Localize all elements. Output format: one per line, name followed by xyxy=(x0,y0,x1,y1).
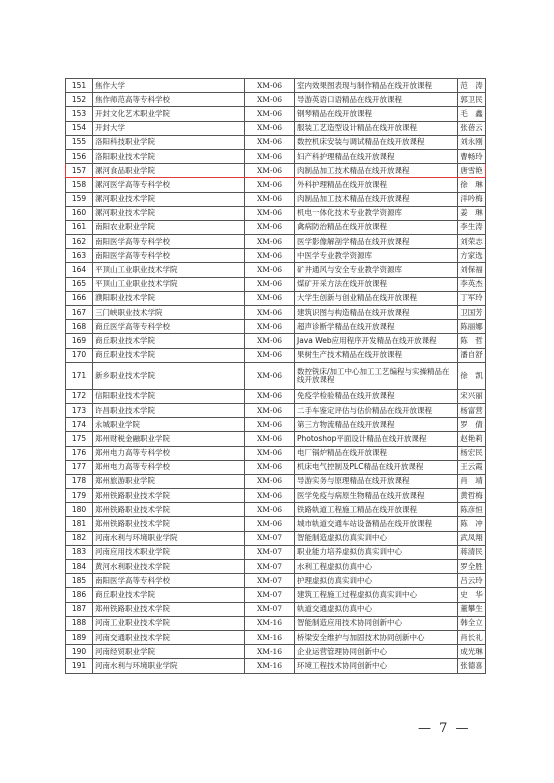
person-in-charge-cell: 张德喜 xyxy=(458,659,486,673)
project-name-cell: 轨道交通虚拟仿真中心 xyxy=(295,602,458,616)
project-name-cell: 环境工程技术协同创新中心 xyxy=(295,659,458,673)
person-in-charge-cell: 姜 琳 xyxy=(458,206,486,220)
project-name-cell: 室内效果图表现与制作精品在线开放课程 xyxy=(295,79,458,93)
school-name-cell: 河南工业职业技术学院 xyxy=(93,616,245,630)
category-code-cell: XM-06 xyxy=(245,489,295,503)
project-name-cell: 城市轨道交通车站设备精品在线开放课程 xyxy=(295,517,458,531)
school-name-cell: 许昌职业技术学院 xyxy=(93,403,245,417)
table-row-highlighted xyxy=(66,164,486,178)
row-number-cell: 159 xyxy=(66,192,93,206)
row-number-cell: 153 xyxy=(66,107,93,121)
project-name-cell: 铁路轨道工程施工精品在线开放课程 xyxy=(295,503,458,517)
row-number-cell: 172 xyxy=(66,389,93,403)
person-in-charge-cell: 杨富营 xyxy=(458,403,486,417)
project-name-cell: 妇产科护理精品在线开放课程 xyxy=(295,149,458,163)
row-number-cell: 174 xyxy=(66,418,93,432)
category-code-cell: XM-07 xyxy=(245,545,295,559)
row-number-cell: 183 xyxy=(66,545,93,559)
table-row xyxy=(66,277,486,291)
person-in-charge-cell: 丁军玲 xyxy=(458,291,486,305)
table-row xyxy=(66,320,486,334)
school-name-cell: 黄河水利职业技术学院 xyxy=(93,560,245,574)
row-number-cell: 179 xyxy=(66,489,93,503)
row-number-cell: 168 xyxy=(66,320,93,334)
category-code-cell: XM-06 xyxy=(245,460,295,474)
row-number-cell: 154 xyxy=(66,121,93,135)
school-name-cell: 郑州财税金融职业学院 xyxy=(93,432,245,446)
school-name-cell: 郑州电力高等专科学校 xyxy=(93,446,245,460)
person-in-charge-cell: 蒋清民 xyxy=(458,545,486,559)
school-name-cell: 郑州铁路职业技术学院 xyxy=(93,503,245,517)
row-number-cell: 188 xyxy=(66,616,93,630)
school-name-cell: 郑州铁路职业技术学院 xyxy=(93,489,245,503)
table-row xyxy=(66,474,486,488)
project-name-cell: 肉制品加工技术精品在线开放课程 xyxy=(295,164,458,178)
person-in-charge-cell: 史 华 xyxy=(458,588,486,602)
row-number-cell: 191 xyxy=(66,659,93,673)
table-row xyxy=(66,93,486,107)
page-number: — 7 — xyxy=(418,721,471,736)
table-row xyxy=(66,517,486,531)
project-name-cell: 数控铣床/加工中心加工工艺编程与实操精品在线开放课程 xyxy=(295,362,458,389)
category-code-cell: XM-07 xyxy=(245,588,295,602)
row-number-cell: 182 xyxy=(66,531,93,545)
project-name-cell: 导游实务与原理精品在线开放课程 xyxy=(295,474,458,488)
row-number-cell: 177 xyxy=(66,460,93,474)
table-row xyxy=(66,503,486,517)
table-row xyxy=(66,602,486,616)
person-in-charge-cell: 陈丽娜 xyxy=(458,320,486,334)
table-row xyxy=(66,149,486,163)
project-name-cell: 智能制造虚拟仿真实训中心 xyxy=(295,531,458,545)
school-name-cell: 郑州电力高等专科学校 xyxy=(93,460,245,474)
category-code-cell: XM-06 xyxy=(245,164,295,178)
table-row xyxy=(66,206,486,220)
person-in-charge-cell: 武凤翔 xyxy=(458,531,486,545)
category-code-cell: XM-06 xyxy=(245,389,295,403)
table-row xyxy=(66,235,486,249)
category-code-cell: XM-06 xyxy=(245,474,295,488)
table-row xyxy=(66,531,486,545)
category-code-cell: XM-06 xyxy=(245,121,295,135)
project-name-cell: Photoshop平面设计精品在线开放课程 xyxy=(295,432,458,446)
school-name-cell: 焦作师范高等专科学校 xyxy=(93,93,245,107)
project-name-cell: 水利工程虚拟仿真中心 xyxy=(295,560,458,574)
project-name-cell: 桥梁安全维护与加固技术协同创新中心 xyxy=(295,630,458,644)
project-name-cell: 机床电气控制及PLC精品在线开放课程 xyxy=(295,460,458,474)
row-number-cell: 152 xyxy=(66,93,93,107)
project-name-cell: 智能制造应用技术协同创新中心 xyxy=(295,616,458,630)
school-name-cell: 南阳医学高等专科学校 xyxy=(93,249,245,263)
person-in-charge-cell: 张蓓云 xyxy=(458,121,486,135)
person-in-charge-cell: 徐 凯 xyxy=(458,362,486,389)
table-row xyxy=(66,348,486,362)
category-code-cell: XM-06 xyxy=(245,362,295,389)
school-name-cell: 平顶山工业职业技术学院 xyxy=(93,277,245,291)
school-name-cell: 河南应用技术职业学院 xyxy=(93,545,245,559)
school-name-cell: 河南交通职业技术学院 xyxy=(93,630,245,644)
school-name-cell: 商丘职业技术学院 xyxy=(93,334,245,348)
school-name-cell: 漯河医学高等专科学校 xyxy=(93,178,245,192)
project-name-cell: 机电一体化技术专业教学资源库 xyxy=(295,206,458,220)
table-row xyxy=(66,220,486,234)
table-row xyxy=(66,418,486,432)
project-name-cell: 钢琴精品在线开放课程 xyxy=(295,107,458,121)
table-body xyxy=(66,79,486,674)
category-code-cell: XM-06 xyxy=(245,107,295,121)
school-name-cell: 商丘医学高等专科学校 xyxy=(93,320,245,334)
table-row xyxy=(66,645,486,659)
category-code-cell: XM-06 xyxy=(245,192,295,206)
row-number-cell: 162 xyxy=(66,235,93,249)
row-number-cell: 186 xyxy=(66,588,93,602)
school-name-cell: 洛阳职业技术学院 xyxy=(93,149,245,163)
project-name-cell: 肉制品加工技术精品在线开放课程 xyxy=(295,192,458,206)
category-code-cell: XM-06 xyxy=(245,418,295,432)
school-name-cell: 河南水利与环境职业学院 xyxy=(93,659,245,673)
category-code-cell: XM-07 xyxy=(245,574,295,588)
table-row xyxy=(66,306,486,320)
table-row xyxy=(66,432,486,446)
row-number-cell: 166 xyxy=(66,291,93,305)
project-name-cell: 大学生创新与创业精品在线开放课程 xyxy=(295,291,458,305)
row-number-cell: 176 xyxy=(66,446,93,460)
table-row xyxy=(66,616,486,630)
table-row xyxy=(66,574,486,588)
school-name-cell: 新乡职业技术学院 xyxy=(93,362,245,389)
person-in-charge-cell: 方家选 xyxy=(458,249,486,263)
person-in-charge-cell: 潘自舒 xyxy=(458,348,486,362)
person-in-charge-cell: 唐雪艳 xyxy=(458,164,486,178)
category-code-cell: XM-16 xyxy=(245,659,295,673)
category-code-cell: XM-06 xyxy=(245,135,295,149)
person-in-charge-cell: 李生涛 xyxy=(458,220,486,234)
project-name-cell: 医学免疫与病原生物精品在线开放课程 xyxy=(295,489,458,503)
category-code-cell: XM-06 xyxy=(245,149,295,163)
person-in-charge-cell: 刘永刚 xyxy=(458,135,486,149)
project-list-table xyxy=(65,78,486,674)
row-number-cell: 180 xyxy=(66,503,93,517)
person-in-charge-cell: 李英杰 xyxy=(458,277,486,291)
school-name-cell: 南阳医学高等专科学校 xyxy=(93,574,245,588)
project-name-cell: 建筑识图与构造精品在线开放课程 xyxy=(295,306,458,320)
person-in-charge-cell: 肖 靖 xyxy=(458,474,486,488)
table-row xyxy=(66,107,486,121)
project-name-cell: 煤矿开采方法在线开放课程 xyxy=(295,277,458,291)
person-in-charge-cell: 陈 冲 xyxy=(458,517,486,531)
project-name-cell: 禽病防治精品在线开放课程 xyxy=(295,220,458,234)
person-in-charge-cell: 范 涛 xyxy=(458,79,486,93)
row-number-cell: 156 xyxy=(66,149,93,163)
project-name-cell: 服装工艺造型设计精品在线开放课程 xyxy=(295,121,458,135)
row-number-cell: 190 xyxy=(66,645,93,659)
category-code-cell: XM-07 xyxy=(245,531,295,545)
row-number-cell: 161 xyxy=(66,220,93,234)
school-name-cell: 商丘职业技术学院 xyxy=(93,588,245,602)
row-number-cell: 187 xyxy=(66,602,93,616)
row-number-cell: 173 xyxy=(66,403,93,417)
category-code-cell: XM-06 xyxy=(245,206,295,220)
school-name-cell: 郑州铁路职业技术学院 xyxy=(93,602,245,616)
school-name-cell: 河南水利与环境职业学院 xyxy=(93,531,245,545)
project-name-cell: 外科护理精品在线开放课程 xyxy=(295,178,458,192)
project-name-cell: 导游英语口语精品在线开放课程 xyxy=(295,93,458,107)
category-code-cell: XM-06 xyxy=(245,220,295,234)
table-row xyxy=(66,249,486,263)
school-name-cell: 焦作大学 xyxy=(93,79,245,93)
person-in-charge-cell: 毛 鑫 xyxy=(458,107,486,121)
category-code-cell: XM-07 xyxy=(245,560,295,574)
school-name-cell: 濮阳职业技术学院 xyxy=(93,291,245,305)
table-row xyxy=(66,121,486,135)
project-name-cell: 二手车鉴定评估与估价精品在线开放课程 xyxy=(295,403,458,417)
category-code-cell: XM-06 xyxy=(245,517,295,531)
person-in-charge-cell: 王云霞 xyxy=(458,460,486,474)
table-row xyxy=(66,588,486,602)
school-name-cell: 郑州铁路职业技术学院 xyxy=(93,517,245,531)
school-name-cell: 洛阳科技职业学院 xyxy=(93,135,245,149)
row-number-cell: 171 xyxy=(66,362,93,389)
school-name-cell: 漯河职业技术学院 xyxy=(93,192,245,206)
table-row xyxy=(66,560,486,574)
project-name-cell: 企业运营管理协同创新中心 xyxy=(295,645,458,659)
project-name-cell: 免疫学检验精品在线开放课程 xyxy=(295,389,458,403)
table-row xyxy=(66,135,486,149)
project-name-cell: 数控机床安装与调试精品在线开放课程 xyxy=(295,135,458,149)
school-name-cell: 永城职业学院 xyxy=(93,418,245,432)
person-in-charge-cell: 韩全立 xyxy=(458,616,486,630)
table-row xyxy=(66,362,486,389)
row-number-cell: 189 xyxy=(66,630,93,644)
school-name-cell: 商丘职业技术学院 xyxy=(93,348,245,362)
school-name-cell: 漯河职业技术学院 xyxy=(93,206,245,220)
school-name-cell: 郑州旅游职业学院 xyxy=(93,474,245,488)
project-name-cell: 果树生产技术精品在线开放课程 xyxy=(295,348,458,362)
person-in-charge-cell: 吕云玲 xyxy=(458,574,486,588)
person-in-charge-cell: 赵艳莉 xyxy=(458,432,486,446)
school-name-cell: 开封大学 xyxy=(93,121,245,135)
table-row xyxy=(66,389,486,403)
category-code-cell: XM-06 xyxy=(245,249,295,263)
person-in-charge-cell: 陈 哲 xyxy=(458,334,486,348)
category-code-cell: XM-06 xyxy=(245,277,295,291)
project-name-cell: 护理虚拟仿真实训中心 xyxy=(295,574,458,588)
category-code-cell: XM-06 xyxy=(245,93,295,107)
school-name-cell: 平顶山工业职业技术学院 xyxy=(93,263,245,277)
row-number-cell: 160 xyxy=(66,206,93,220)
project-name-cell: 矿井通风与安全专业教学资源库 xyxy=(295,263,458,277)
project-name-cell: 中医学专业教学资源库 xyxy=(295,249,458,263)
category-code-cell: XM-16 xyxy=(245,645,295,659)
row-number-cell: 157 xyxy=(66,164,93,178)
category-code-cell: XM-06 xyxy=(245,403,295,417)
table-row xyxy=(66,630,486,644)
table-row xyxy=(66,403,486,417)
project-name-cell: 医学影像解剖学精品在线开放课程 xyxy=(295,235,458,249)
category-code-cell: XM-06 xyxy=(245,348,295,362)
row-number-cell: 175 xyxy=(66,432,93,446)
person-in-charge-cell: 郭卫民 xyxy=(458,93,486,107)
row-number-cell: 167 xyxy=(66,306,93,320)
row-number-cell: 178 xyxy=(66,474,93,488)
table-row xyxy=(66,446,486,460)
school-name-cell: 三门峡职业技术学院 xyxy=(93,306,245,320)
row-number-cell: 165 xyxy=(66,277,93,291)
person-in-charge-cell: 肖长礼 xyxy=(458,630,486,644)
category-code-cell: XM-06 xyxy=(245,306,295,320)
table-row xyxy=(66,178,486,192)
table-row xyxy=(66,79,486,93)
person-in-charge-cell: 曹畅玲 xyxy=(458,149,486,163)
row-number-cell: 151 xyxy=(66,79,93,93)
person-in-charge-cell: 宋兴丽 xyxy=(458,389,486,403)
category-code-cell: XM-06 xyxy=(245,79,295,93)
category-code-cell: XM-07 xyxy=(245,602,295,616)
row-number-cell: 185 xyxy=(66,574,93,588)
school-name-cell: 信阳职业技术学院 xyxy=(93,389,245,403)
person-in-charge-cell: 徐 琳 xyxy=(458,178,486,192)
person-in-charge-cell: 洋吟梅 xyxy=(458,192,486,206)
person-in-charge-cell: 董攀生 xyxy=(458,602,486,616)
row-number-cell: 184 xyxy=(66,560,93,574)
table-row xyxy=(66,334,486,348)
school-name-cell: 河南经贸职业学院 xyxy=(93,645,245,659)
person-in-charge-cell: 成光琳 xyxy=(458,645,486,659)
category-code-cell: XM-06 xyxy=(245,235,295,249)
person-in-charge-cell: 刘保福 xyxy=(458,263,486,277)
project-name-cell: 第三方物流精品在线开放课程 xyxy=(295,418,458,432)
row-number-cell: 163 xyxy=(66,249,93,263)
school-name-cell: 开封文化艺术职业学院 xyxy=(93,107,245,121)
row-number-cell: 181 xyxy=(66,517,93,531)
category-code-cell: XM-16 xyxy=(245,616,295,630)
category-code-cell: XM-16 xyxy=(245,630,295,644)
table-row xyxy=(66,192,486,206)
person-in-charge-cell: 陈彦恒 xyxy=(458,503,486,517)
table-row xyxy=(66,460,486,474)
project-name-cell: 电厂锅炉精品在线开放课程 xyxy=(295,446,458,460)
row-number-cell: 155 xyxy=(66,135,93,149)
category-code-cell: XM-06 xyxy=(245,432,295,446)
row-number-cell: 158 xyxy=(66,178,93,192)
category-code-cell: XM-06 xyxy=(245,446,295,460)
category-code-cell: XM-06 xyxy=(245,320,295,334)
project-name-cell: 职业能力培养虚拟仿真实训中心 xyxy=(295,545,458,559)
category-code-cell: XM-06 xyxy=(245,178,295,192)
table-row xyxy=(66,489,486,503)
table-row xyxy=(66,263,486,277)
row-number-cell: 170 xyxy=(66,348,93,362)
project-name-cell: 建筑工程施工过程虚拟仿真实训中心 xyxy=(295,588,458,602)
table-row xyxy=(66,545,486,559)
category-code-cell: XM-06 xyxy=(245,291,295,305)
row-number-cell: 169 xyxy=(66,334,93,348)
person-in-charge-cell: 刘荣志 xyxy=(458,235,486,249)
person-in-charge-cell: 罗全胜 xyxy=(458,560,486,574)
row-number-cell: 164 xyxy=(66,263,93,277)
project-name-cell: Java Web应用程序开发精品在线开放课程 xyxy=(295,334,458,348)
person-in-charge-cell: 卫国芳 xyxy=(458,306,486,320)
category-code-cell: XM-06 xyxy=(245,263,295,277)
table-row xyxy=(66,291,486,305)
school-name-cell: 南阳农业职业学院 xyxy=(93,220,245,234)
table-row xyxy=(66,659,486,673)
project-name-cell: 超声诊断学精品在线开放课程 xyxy=(295,320,458,334)
person-in-charge-cell: 黄哲梅 xyxy=(458,489,486,503)
school-name-cell: 南阳医学高等专科学校 xyxy=(93,235,245,249)
person-in-charge-cell: 罗 倩 xyxy=(458,418,486,432)
person-in-charge-cell: 杨宏民 xyxy=(458,446,486,460)
category-code-cell: XM-06 xyxy=(245,334,295,348)
category-code-cell: XM-06 xyxy=(245,503,295,517)
school-name-cell: 漯河食品职业学院 xyxy=(93,164,245,178)
